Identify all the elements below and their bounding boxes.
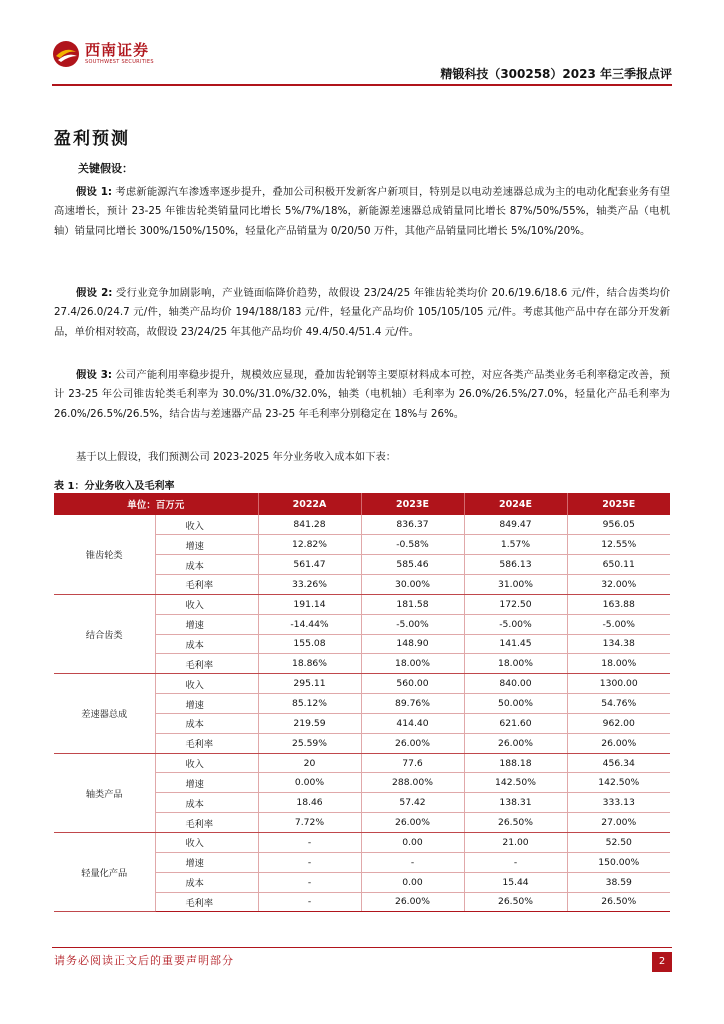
table-value-cell: 18.46 — [258, 793, 361, 813]
table-value-cell: 560.00 — [361, 674, 464, 694]
footer-divider — [52, 947, 672, 948]
table-category-cell: 轴类产品 — [54, 753, 155, 832]
brand-logo — [52, 40, 154, 68]
table-value-cell: 150.00% — [567, 852, 670, 872]
assumption-1-label: 假设 1: — [76, 186, 112, 198]
table-value-cell: 26.00% — [464, 733, 567, 753]
table-value-cell: 0.00% — [258, 773, 361, 793]
table-value-cell: 32.00% — [567, 575, 670, 595]
assumption-3 — [54, 366, 670, 424]
table-value-cell: 650.11 — [567, 555, 670, 575]
table-value-cell: 333.13 — [567, 793, 670, 813]
table-value-cell: 33.26% — [258, 575, 361, 595]
table-value-cell: 18.00% — [464, 654, 567, 674]
table-metric-cell: 收入 — [155, 515, 258, 535]
table-value-cell: - — [258, 872, 361, 892]
assumption-3-label: 假设 3: — [76, 369, 112, 381]
table-value-cell: 585.46 — [361, 555, 464, 575]
table-value-cell: 191.14 — [258, 594, 361, 614]
assumption-3-text: 公司产能利用率稳步提升，规模效应显现，叠加齿轮钢等主要原材料成本可控，对应各类产品类业务毛利率稳定改善，预计 23-25 年公司锥齿轮类毛利率为 30.0%/31.0%/32.0%，轴类（电机轴）毛利率为 26.0%/26.5%/27.0%，轻量化产品毛利率为 26.0%/26.5%/26.5%，结合齿与差速器产品 23-25 年毛利率分别稳定在 18%与 26%。 — [54, 369, 670, 420]
assumption-2 — [54, 284, 670, 342]
table-value-cell: 26.00% — [361, 733, 464, 753]
table-metric-cell: 收入 — [155, 674, 258, 694]
key-assumptions-title: 关键假设： — [78, 162, 133, 175]
table-value-cell: 141.45 — [464, 634, 567, 654]
table-row — [54, 833, 670, 853]
table-value-cell: 20 — [258, 753, 361, 773]
table-row — [54, 515, 670, 535]
table-value-cell: 456.34 — [567, 753, 670, 773]
table-header-unit: 单位：百万元 — [54, 493, 258, 515]
logo-name-en: SOUTHWEST SECURITIES — [85, 59, 154, 65]
table-value-cell: 0.00 — [361, 872, 464, 892]
page-number: 2 — [652, 952, 672, 972]
table-value-cell: 288.00% — [361, 773, 464, 793]
table-value-cell: 295.11 — [258, 674, 361, 694]
table-value-cell: 163.88 — [567, 594, 670, 614]
table-value-cell: 134.38 — [567, 634, 670, 654]
table-value-cell: - — [361, 852, 464, 872]
table-value-cell: -5.00% — [567, 614, 670, 634]
table-value-cell: 621.60 — [464, 713, 567, 733]
report-title: 精锻科技（300258）2023 年三季报点评 — [440, 67, 672, 81]
table-category-cell: 轻量化产品 — [54, 833, 155, 912]
table-value-cell: 18.00% — [567, 654, 670, 674]
table-value-cell: 956.05 — [567, 515, 670, 535]
summary-text: 基于以上假设，我们预测公司 2023-2025 年分业务收入成本如下表： — [76, 451, 397, 463]
table-value-cell: 155.08 — [258, 634, 361, 654]
section-title: 盈利预测 — [54, 129, 130, 149]
table-value-cell: 142.50% — [567, 773, 670, 793]
table-category-cell: 结合齿类 — [54, 594, 155, 673]
table-value-cell: 172.50 — [464, 594, 567, 614]
table-value-cell: 77.6 — [361, 753, 464, 773]
table-header-row — [54, 493, 670, 515]
table-value-cell: 586.13 — [464, 555, 567, 575]
table-value-cell: 26.00% — [567, 733, 670, 753]
logo-emblem-icon — [52, 40, 80, 68]
table-value-cell: 219.59 — [258, 713, 361, 733]
table-metric-cell: 增速 — [155, 694, 258, 714]
table-value-cell: 26.50% — [464, 892, 567, 912]
table-value-cell: 25.59% — [258, 733, 361, 753]
table-value-cell: 836.37 — [361, 515, 464, 535]
table-value-cell: 52.50 — [567, 833, 670, 853]
table-metric-cell: 增速 — [155, 535, 258, 555]
assumption-1 — [54, 183, 670, 241]
table-value-cell: -5.00% — [361, 614, 464, 634]
table-value-cell: 962.00 — [567, 713, 670, 733]
table-value-cell: 26.00% — [361, 892, 464, 912]
table-metric-cell: 增速 — [155, 852, 258, 872]
table-metric-cell: 成本 — [155, 793, 258, 813]
table-value-cell: -5.00% — [464, 614, 567, 634]
table-value-cell: 54.76% — [567, 694, 670, 714]
table-header-2023e: 2023E — [361, 493, 464, 515]
table-value-cell: 26.50% — [567, 892, 670, 912]
table-row — [54, 594, 670, 614]
table-value-cell: 561.47 — [258, 555, 361, 575]
table-metric-cell: 增速 — [155, 614, 258, 634]
table-value-cell: 15.44 — [464, 872, 567, 892]
header-divider — [52, 84, 672, 86]
table-value-cell: 31.00% — [464, 575, 567, 595]
table-value-cell: 26.00% — [361, 813, 464, 833]
table-value-cell: -14.44% — [258, 614, 361, 634]
page-header — [52, 36, 672, 86]
table-value-cell: 1.57% — [464, 535, 567, 555]
table-value-cell: 38.59 — [567, 872, 670, 892]
table-metric-cell: 收入 — [155, 833, 258, 853]
table-metric-cell: 毛利率 — [155, 733, 258, 753]
table-value-cell: 57.42 — [361, 793, 464, 813]
table-value-cell: 85.12% — [258, 694, 361, 714]
assumption-2-text: 受行业竞争加剧影响，产业链面临降价趋势，故假设 23/24/25 年锥齿轮类均价 20.6/19.6/18.6 元/件，结合齿类均价 27.4/26.0/24.7 元/件，轴类产品均价 194/188/183 元/件，轻量化产品均价 105/105/105 元/件。考虑其他产品中存在部分开发新品，单价相对较高，故假设 23/24/25 年其他产品均价 49.4/50.4/51.4 元/件。 — [54, 287, 671, 338]
table-value-cell: 1300.00 — [567, 674, 670, 694]
logo-name-cn: 西南证券 — [85, 41, 150, 59]
table-metric-cell: 成本 — [155, 713, 258, 733]
table-value-cell: 26.50% — [464, 813, 567, 833]
table-metric-cell: 成本 — [155, 872, 258, 892]
table-value-cell: 12.82% — [258, 535, 361, 555]
table-category-cell: 锥齿轮类 — [54, 515, 155, 594]
table-value-cell: 50.00% — [464, 694, 567, 714]
table-value-cell: 138.31 — [464, 793, 567, 813]
table-value-cell: - — [464, 852, 567, 872]
table-value-cell: 18.86% — [258, 654, 361, 674]
table-value-cell: 188.18 — [464, 753, 567, 773]
table-row — [54, 753, 670, 773]
table-value-cell: 840.00 — [464, 674, 567, 694]
assumption-2-label: 假设 2: — [76, 287, 113, 299]
table-header-2025e: 2025E — [567, 493, 670, 515]
table-value-cell: - — [258, 892, 361, 912]
table-category-cell: 差速器总成 — [54, 674, 155, 753]
table-value-cell: 142.50% — [464, 773, 567, 793]
table-value-cell: 27.00% — [567, 813, 670, 833]
table-caption: 表 1：分业务收入及毛利率 — [54, 481, 175, 492]
table-value-cell: -0.58% — [361, 535, 464, 555]
table-metric-cell: 增速 — [155, 773, 258, 793]
table-value-cell: - — [258, 833, 361, 853]
table-metric-cell: 成本 — [155, 634, 258, 654]
table-value-cell: 30.00% — [361, 575, 464, 595]
table-metric-cell: 毛利率 — [155, 654, 258, 674]
assumption-1-text: 考虑新能源汽车渗透率逐步提升，叠加公司积极开发新客户新项目，特别是以电动差速器总成为主的电动化配套业务有望高速增长，预计 23-25 年锥齿轮类销量同比增长 5%/7%/18%，新能源差速器总成销量同比增长 87%/50%/55%，轴类产品（电机轴）销量同比增长 300%/150%/150%，轻量化产品销量为 0/20/50 万件，其他产品销量同比增长 5%/10%/20%。 — [54, 186, 670, 237]
table-value-cell: 841.28 — [258, 515, 361, 535]
table-value-cell: 21.00 — [464, 833, 567, 853]
table-metric-cell: 毛利率 — [155, 575, 258, 595]
revenue-table — [54, 493, 670, 912]
table-value-cell: 89.76% — [361, 694, 464, 714]
table-metric-cell: 成本 — [155, 555, 258, 575]
table-row — [54, 674, 670, 694]
table-value-cell: 7.72% — [258, 813, 361, 833]
table-value-cell: 849.47 — [464, 515, 567, 535]
table-value-cell: 0.00 — [361, 833, 464, 853]
table-header-2024e: 2024E — [464, 493, 567, 515]
disclaimer-notice: 请务必阅读正文后的重要声明部分 — [54, 954, 234, 967]
table-value-cell: 148.90 — [361, 634, 464, 654]
table-value-cell: 12.55% — [567, 535, 670, 555]
table-value-cell: - — [258, 852, 361, 872]
table-metric-cell: 收入 — [155, 753, 258, 773]
table-value-cell: 181.58 — [361, 594, 464, 614]
table-metric-cell: 收入 — [155, 594, 258, 614]
table-value-cell: 414.40 — [361, 713, 464, 733]
table-metric-cell: 毛利率 — [155, 892, 258, 912]
table-value-cell: 18.00% — [361, 654, 464, 674]
table-header-2022a: 2022A — [258, 493, 361, 515]
table-metric-cell: 毛利率 — [155, 813, 258, 833]
